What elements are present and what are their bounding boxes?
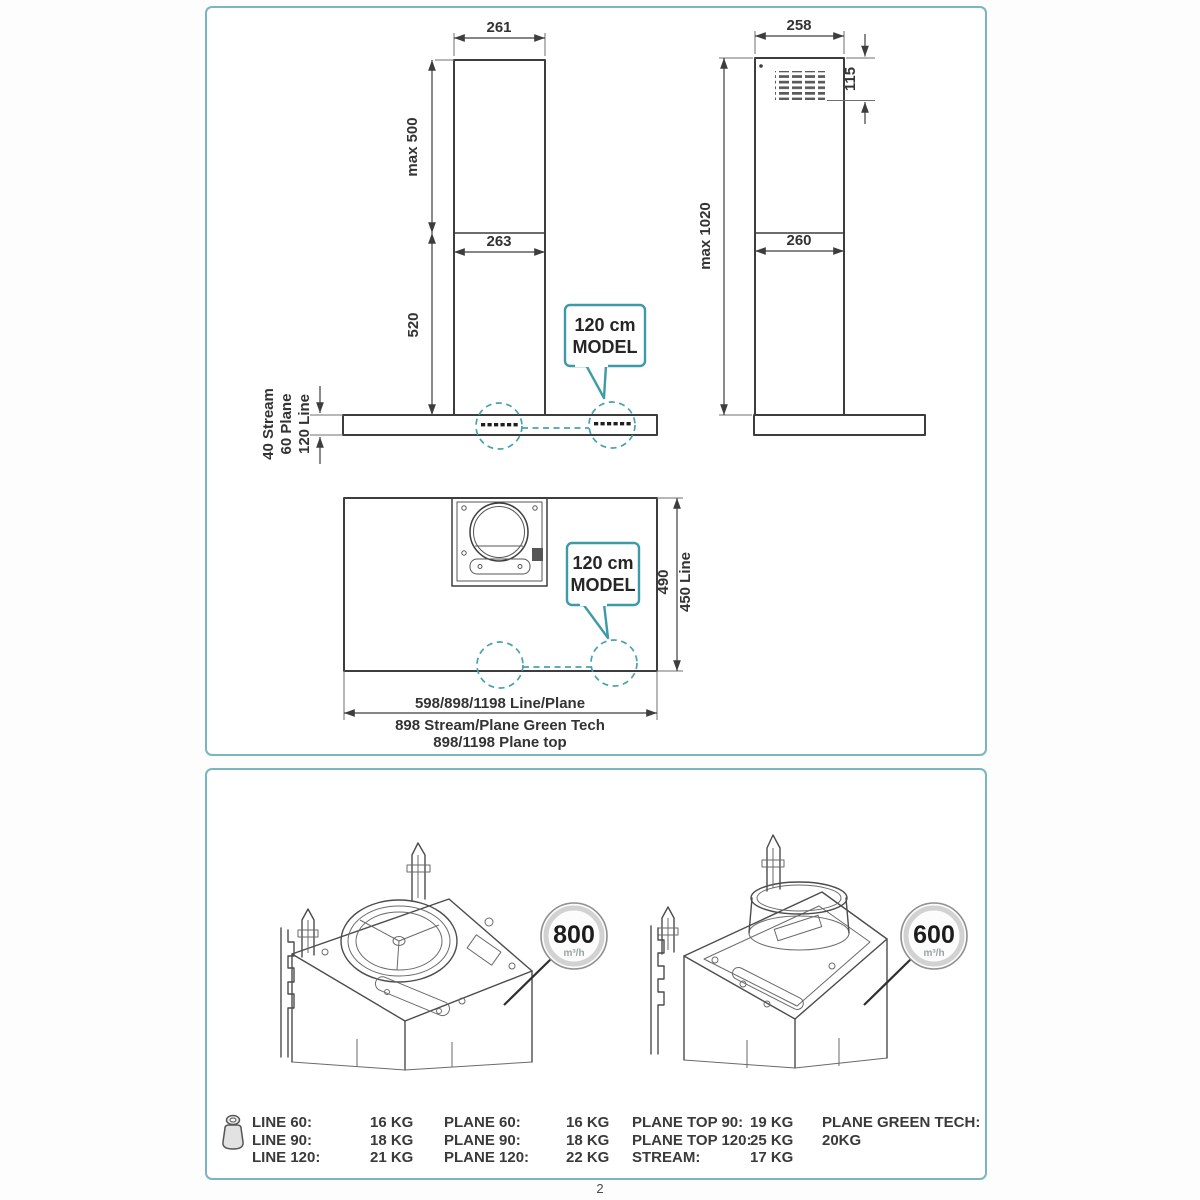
dim-front-top-width: 261 xyxy=(486,19,512,36)
weight-label: LINE 90: xyxy=(252,1131,313,1149)
weight-icon xyxy=(220,1114,246,1152)
weight-value: 16 KG xyxy=(370,1114,414,1131)
weight-label: PLANE GREEN TECH: xyxy=(822,1114,981,1131)
airflow-badge-800 xyxy=(541,903,607,969)
weight-table-col3 xyxy=(632,1114,793,1167)
highlight-circle xyxy=(477,642,523,688)
dim-side-mid-width: 260 xyxy=(786,232,812,249)
weight-value: 22 KG xyxy=(566,1149,610,1166)
weight-label: PLANE 60: xyxy=(444,1114,521,1131)
dim-plan-depth-line: 450 Line xyxy=(677,551,694,613)
airflow-value: 800 xyxy=(553,921,595,949)
dimension-drawings-svg xyxy=(207,8,985,754)
weight-value: 19 KG xyxy=(750,1114,794,1131)
callout-line2: MODEL xyxy=(572,337,638,357)
weight-label: PLANE 90: xyxy=(444,1131,521,1149)
weight-value: 21 KG xyxy=(370,1149,414,1166)
weight-value: 18 KG xyxy=(370,1131,414,1149)
motor-unit xyxy=(452,498,547,586)
dim-widths-stream-greentech: 898 Stream/Plane Green Tech xyxy=(395,717,605,734)
dim-side-total-height: max 1020 xyxy=(697,202,714,270)
mounting-bracket xyxy=(658,907,678,954)
dim-body-height-stream: 40 Stream xyxy=(260,388,277,460)
weight-value: 17 KG xyxy=(750,1149,794,1166)
dimensions-panel xyxy=(205,6,987,756)
dim-front-lower-height: 520 xyxy=(405,312,422,338)
weight-value: 25 KG xyxy=(750,1131,794,1149)
mounting-bracket xyxy=(762,835,784,891)
callout-line1: 120 cm xyxy=(572,553,634,573)
airflow-weight-panel xyxy=(205,768,987,1180)
side-view xyxy=(697,17,925,435)
mounting-bracket xyxy=(298,909,318,957)
dim-side-top-width: 258 xyxy=(786,17,812,34)
control-buttons-left xyxy=(481,423,518,426)
dim-vent-height: 115 xyxy=(842,66,859,92)
weight-value: 16 KG xyxy=(566,1114,610,1131)
weight-label: LINE 60: xyxy=(252,1114,313,1131)
airflow-badge-600 xyxy=(901,903,967,969)
hood-isometric-ducted xyxy=(281,843,532,1070)
page-number: 2 xyxy=(596,1181,604,1196)
weight-value: 20KG xyxy=(822,1131,862,1149)
dim-widths-line-plane: 598/898/1198 Line/Plane xyxy=(414,695,586,712)
weight-table-col2 xyxy=(444,1114,609,1167)
side-hood-body xyxy=(754,415,925,435)
weight-table-col4 xyxy=(822,1114,980,1149)
dim-front-mid-width: 263 xyxy=(486,233,512,250)
callout-line2: MODEL xyxy=(570,575,636,595)
callout-120cm-plan xyxy=(567,543,639,638)
dim-widths-plane-top: 898/1198 Plane top xyxy=(433,734,567,751)
dim-body-height-line: 120 Line xyxy=(296,393,313,455)
dim-front-upper-height: max 500 xyxy=(404,117,421,177)
weight-table-col1 xyxy=(252,1114,413,1167)
control-buttons-right xyxy=(594,422,631,425)
weight-label: PLANE TOP 120: xyxy=(632,1131,752,1149)
airflow-unit: m³/h xyxy=(923,948,945,959)
callout-120cm-front xyxy=(565,305,645,398)
dim-plan-depth: 490 xyxy=(655,569,672,595)
vent-grille xyxy=(775,71,825,100)
dim-body-height-plane: 60 Plane xyxy=(278,393,295,455)
airflow-value: 600 xyxy=(913,921,955,949)
weight-label: PLANE TOP 90: xyxy=(632,1114,744,1131)
weight-value: 18 KG xyxy=(566,1131,610,1149)
weight-label: PLANE 120: xyxy=(444,1149,530,1166)
weight-label: STREAM: xyxy=(632,1149,701,1166)
mounting-bracket xyxy=(407,843,430,901)
badge-leader-line xyxy=(504,959,551,1005)
hood-isometric-collar xyxy=(651,835,887,1068)
airflow-unit: m³/h xyxy=(563,948,585,959)
plan-view xyxy=(344,498,694,751)
highlight-circle xyxy=(591,640,637,686)
callout-line1: 120 cm xyxy=(574,315,636,335)
screw-dot xyxy=(759,64,763,68)
weight-label: LINE 120: xyxy=(252,1149,321,1166)
front-view xyxy=(260,19,657,464)
